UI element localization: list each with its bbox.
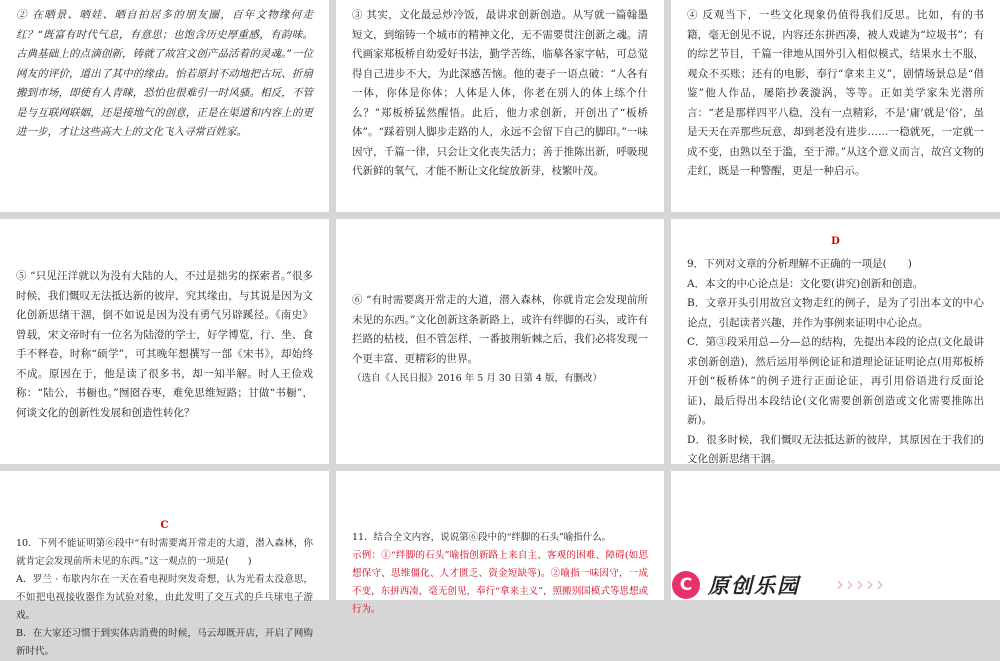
question-9: 9．下列对文章的分析理解不正确的一项是( ) xyxy=(687,258,912,270)
brand-c-icon: C xyxy=(672,571,700,599)
option-a: A．罗兰 · 布歇内尔在一天在看电视时突发奇想，认为光看太没意思，不如把电视接收器作为试验对象，由此发明了交互式的乒乓球电子游戏。 xyxy=(16,574,313,621)
slide-paragraph-2[interactable] xyxy=(0,0,329,212)
paragraph-6: ⑥ “有时需要离开常走的大道，潜入森林，你就肯定会发现前所未见的东西。”文化创新这条新路上，或许有绊脚的石头，或许有拦路的枯枝，但不管怎样，一番披荆斩棘之后，我们必将发现一个更丰富、更精彩的世界。 xyxy=(352,294,648,365)
question-10: 10．下列不能证明第⑥段中“有时需要离开常走的大道，潜入森林，你就肯定会发现前所未见的东西。”这一观点的一项是( ) xyxy=(16,538,313,567)
source-citation: （选自《人民日报》2016 年 5 月 30 日第 4 版，有删改） xyxy=(352,373,602,384)
example-label: 示例： xyxy=(352,550,382,561)
slide-paragraph-5[interactable] xyxy=(0,219,329,464)
option-b: B．在大家还习惯于到实体店消费的时候，马云却既开店，开启了网购新时代。 xyxy=(16,628,313,657)
option-c: C．第③段采用总—分—总的结构，先提出本段的论点(文化最讲求创新创造)，然后运用举例论证和道理论证证明论点(用郑板桥开创“板桥体”的例子进行正面论证，再引用俗语进行反面论证)，最后得出本段结论(文化需要创新创造或文化需要推陈出新)。 xyxy=(687,336,984,426)
paragraph-3: ③ 其实，文化最忌炒冷饭，最讲求创新创造。从写就一篇翰墨短文，到缩铸一个城市的精神文化，无不需要贯注创新之魂。清代画家郑板桥自幼爱好书法，勤学苦练，临摹各家字帖，可总觉得自己进步不大，为此深感苦恼。他的妻子一语点破：“人各有一体，你体是你体；人体是人体，你老在别人的体上练个什么？”郑板桥猛然醒悟。此后，他力求创新，开创出了“板桥体”。“踩着别人脚步走路的人，永远不会留下自己的脚印。”一味因守，千篇一律，只会让文化丧失活力；善于推陈出新，呼吸现代新鲜的氧气，才能不断让文化绽放新芽，枝繁叶茂。 xyxy=(352,9,648,177)
example-answer: ①“绊脚的石头”喻指创新路上来自主、客观的困难、障碍(如思想保守、思维僵化、人才匮乏、资金短缺等)。②喻指一味因守，一成不变，东拼西凑，毫无创见，奉行“拿来主义”，照搬别国模式等思想或行为。 xyxy=(352,550,648,615)
paragraph-4: ④ 反观当下，一些文化现象仍值得我们反思。比如，有的书籍，毫无创见不说，内容还东拼西凑，被人戏谑为“垃圾书”；有的综艺节目，千篇一律地从国外引入相似模式，结果水土不服，观众不买账；还有的电影，奉行“拿来主义”，剧情场景总是“借鉴”他人作品，屡陷抄袭漩涡，等等。正如美学家朱光潜所言：“老是那样四平八稳，没有一点精彩，不是‘庸’就是‘俗’，虽是天天在弄那些玩意，却到老没有进步……一稳就死，一定就一成不变，由熟以至于滥，至于滞。”从这个意义而言，故宫文物的走红，既是一种警醒，更是一种启示。 xyxy=(687,9,984,177)
paragraph-5: ⑤ “只见汪洋就以为没有大陆的人，不过是拙劣的探索者。”很多时候，我们慨叹无法抵达新的彼岸，究其缘由，与其说是因为文化创新思绪干涸，倒不如说是因为没有勇气另辟蹊径。《南史》曾载，宋文帝时有一位名为陆澄的学士，好学博览，行、坐、食手不释卷，时称“硕学”，可其晚年想撰写一部《宋书》，却始终不成。原因在于，他是读了很多书，却一知半解。时人王俭戏称：“陆公，书橱也。”囫囵吞枣，难免思维短路；甘做“书橱”，何谈文化的创新性发展和创造性转化？ xyxy=(16,270,313,419)
option-d: D．很多时候，我们慨叹无法抵达新的彼岸，其原因在于我们的文化创新思绪干涸。 xyxy=(687,433,984,465)
brand-name: 原创乐园 xyxy=(708,573,800,598)
question-11: 11．结合全文内容，说说第⑥段中的“绊脚的石头”喻指什么。 xyxy=(352,532,612,543)
chevron-right-icon: ››››› xyxy=(836,572,886,596)
slide-paragraph-4[interactable] xyxy=(671,0,1000,212)
answer-letter-q9: D xyxy=(831,236,840,247)
paragraph-2: ② 在晒景、晒娃、晒自拍居多的朋友圈，百年文物缘何走红？“既富有时代气息，有意思；也饱含历史厚重感，有韵味。古典基础上的点滴创新，铸就了故宫文创产品活着的灵魂。”一位网友的评价，道出了其中的缘由。怡若原封不动地把古玩、折扇搬到市场，即使有人青睐，恐怕也很难引一时风骚。相反，不管是与互联网联姻，还是接地气的创意，正是在渠道和内容上的更进一步，才让这些高大上的文化飞入寻常百姓家。 xyxy=(16,9,313,138)
slide-question-11[interactable] xyxy=(336,471,664,615)
option-b: B．文章开头引用故宫文物走红的例子，是为了引出本文的中心论点，引起读者兴趣，并作为事例来证明中心论点。 xyxy=(687,297,984,329)
option-a: A．本文的中心论点是：文化要(讲究)创新和创造。 xyxy=(687,277,924,290)
slide-question-9[interactable] xyxy=(671,219,1000,464)
slide-paragraph-6[interactable] xyxy=(336,219,664,464)
answer-letter-q10: C xyxy=(160,520,169,531)
slide-paragraph-3[interactable] xyxy=(336,0,664,212)
slide-question-10[interactable] xyxy=(0,471,329,657)
